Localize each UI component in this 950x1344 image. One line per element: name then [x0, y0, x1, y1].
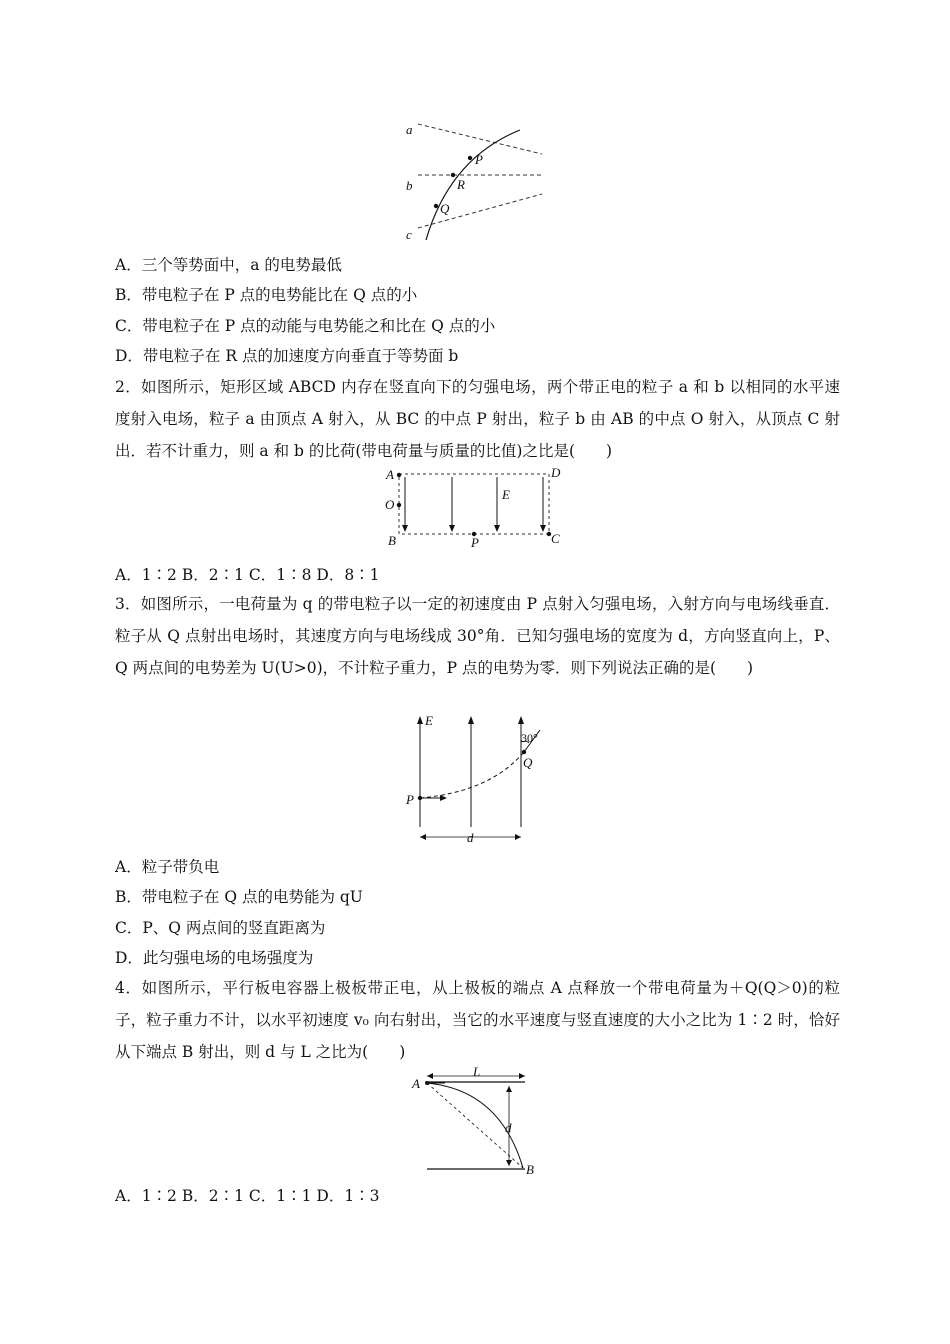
q4-stem: 4．如图所示，平行板电容器上极板带正电，从上极板的端点 A 点释放一个带电荷量为＋Q(Q＞0)的粒子，粒子重力不计，以水平初速度 v₀ 向右射出，当它的水平速度与竖直速度的大小之比为 1∶2 时，恰好从下端点 B 射出，则 d 与 L 之比为( ) [115, 979, 840, 1061]
particle-trajectory [426, 130, 520, 240]
label-b: b [406, 178, 413, 193]
q2-stem: 2．如图所示，矩形区域 ABCD 内存在竖直向下的匀强电场，两个带正电的粒子 a 和 b 以相同的水平速度射入电场，粒子 a 由顶点 A 射入，从 BC 的中点 P 射出，粒子 b 由 AB 的中点 O 射入，从顶点 C 射出．若不计重力，则 a 和 b 的比荷(带电荷量与质量的比值)之比是( ) [115, 378, 840, 460]
arrow-head-1 [402, 525, 408, 532]
q1-option-c: C．带电粒子在 P 点的动能与电势能之和比在 Q 点的小 [115, 317, 496, 335]
L-arrow-right [519, 1073, 525, 1079]
label-C: C [551, 531, 560, 546]
label-D: D [551, 465, 561, 480]
label-P: P [406, 792, 414, 807]
figure-capacitor [405, 1064, 555, 1183]
label-a: a [406, 122, 413, 137]
q3-option-b: B．带电粒子在 Q 点的电势能为 qU [115, 888, 363, 906]
point-P [418, 796, 422, 800]
d-arrow-top [506, 1086, 512, 1092]
label-d: d [505, 1120, 512, 1135]
label-A: A [386, 467, 394, 482]
L-arrow-left [427, 1073, 433, 1079]
point-Q [434, 204, 438, 208]
q1-option-d: D．带电粒子在 R 点的加速度方向垂直于等势面 b [115, 347, 459, 365]
label-A: A [412, 1076, 420, 1091]
q1-option-b: B．带电粒子在 P 点的电势能比在 Q 点的小 [115, 286, 418, 304]
label-B: B [526, 1162, 534, 1177]
label-O: O [385, 497, 395, 512]
d-arrow-bottom [506, 1160, 512, 1166]
point-O [397, 503, 401, 507]
point-A [425, 1081, 429, 1085]
label-L: L [473, 1064, 481, 1079]
label-angle: 30° [521, 731, 538, 745]
label-P: P [475, 152, 483, 167]
arrow-head-4 [540, 525, 546, 532]
region-ABCD [399, 474, 549, 534]
q2-options: A．1∶2 B．2∶1 C．1∶8 D．8∶1 [115, 566, 380, 584]
q4-options: A．1∶2 B．2∶1 C．1∶1 D．1∶3 [115, 1187, 380, 1205]
dim-arrow-right [515, 834, 521, 840]
label-E: E [425, 713, 433, 728]
point-Q [522, 750, 526, 754]
q3-option-d: D．此匀强电场的电场强度为 [115, 949, 314, 967]
arrow-head-2 [449, 525, 455, 532]
arrow-up-right [518, 716, 524, 724]
label-Q: Q [523, 755, 533, 770]
q3-option-c: C．P、Q 两点间的竖直距离为 [115, 919, 326, 937]
label-E: E [502, 487, 510, 502]
figure-uniform-field [400, 712, 560, 847]
velocity-arrow-head [440, 795, 447, 801]
arrow-up-mid [468, 716, 474, 724]
q3-option-a: A．粒子带负电 [115, 858, 220, 876]
arrow-head-3 [494, 525, 500, 532]
label-Q: Q [440, 201, 450, 216]
point-R [451, 173, 455, 177]
figure-equipotential-surfaces [400, 118, 550, 248]
label-B: B [388, 533, 396, 548]
arrow-up-left [417, 716, 423, 724]
label-c: c [406, 227, 412, 242]
figure-rectangle-field [380, 465, 570, 550]
point-P [468, 156, 472, 160]
q1-option-a: A．三个等势面中，a 的电势最低 [115, 256, 342, 274]
label-P-text: P [471, 535, 479, 550]
particle-path [420, 752, 524, 798]
label-R: R [457, 177, 465, 192]
surface-a-line [418, 124, 542, 154]
point-A [397, 473, 401, 477]
dim-arrow-left [420, 834, 426, 840]
q3-stem: 3．如图所示，一电荷量为 q 的带电粒子以一定的初速度由 P 点射入匀强电场，入射方向与电场线垂直．粒子从 Q 点射出电场时，其速度方向与电场线成 30°角．已知匀强电场的宽度为 d，方向竖直向上，P、Q 两点间的电势差为 U(U>0)，不计粒子重力，P 点的电势为零．则下列说法正确的是( ) [115, 595, 840, 677]
label-d: d [467, 830, 474, 845]
